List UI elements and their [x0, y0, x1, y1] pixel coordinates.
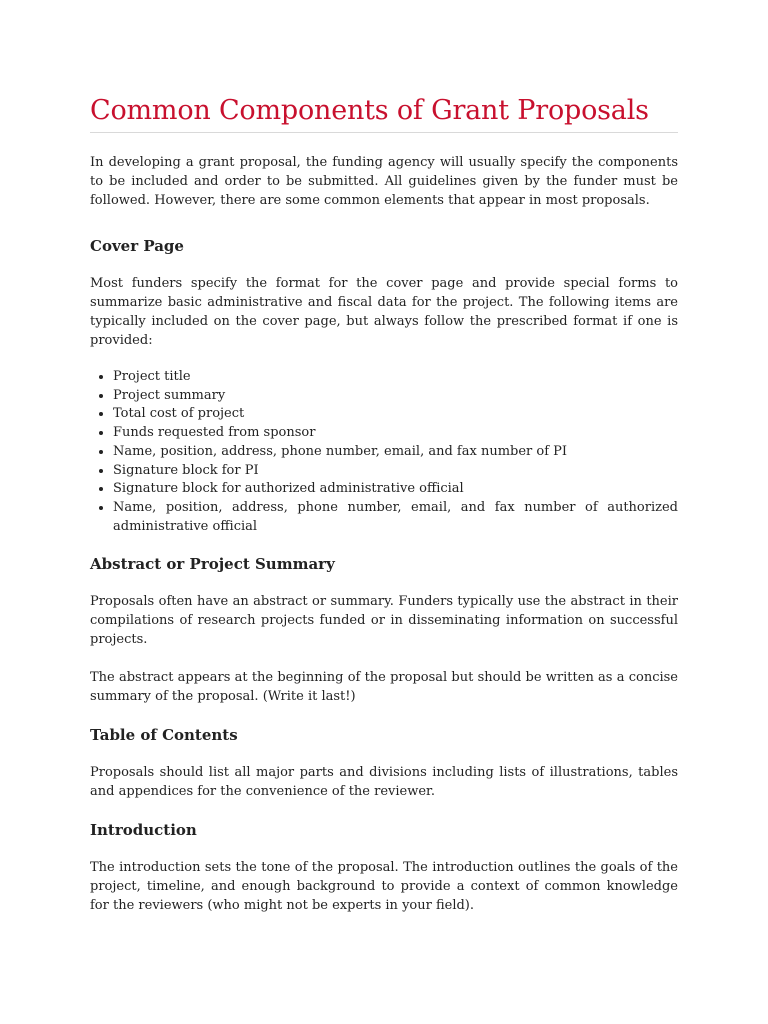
cover-page-list	[90, 368, 678, 536]
abstract-paragraph-2: The abstract appears at the beginning of the proposal but should be written as a concise summary of the proposal. (Write it last!)	[90, 670, 678, 705]
table-of-contents-paragraph: Proposals should list all major parts and divisions including lists of illustrations, tables and appendices for the convenience of the reviewer.	[90, 765, 678, 800]
list-item: • Name, position, address, phone number, email, and fax number of PI	[113, 443, 678, 462]
intro-paragraph: In developing a grant proposal, the funding agency will usually specify the components to be included and order to be submitted. All guidelines given by the funder must be followed. However, there are some common elements that appear in most proposals.	[90, 155, 678, 208]
list-item: • Signature block for PI	[113, 462, 678, 481]
table-of-contents-heading: Table of Contents	[90, 726, 238, 745]
introduction-paragraph: The introduction sets the tone of the proposal. The introduction outlines the goals of the project, timeline, and enough background to provide a context of common knowledge for the reviewers (who might not be experts in your field).	[90, 860, 678, 914]
cover-page-heading: Cover Page	[90, 237, 184, 255]
list-item: • Project title	[113, 368, 678, 387]
list-item: • Name, position, address, phone number, email, and fax number of authorized administrative official	[113, 499, 678, 536]
list-item: • Signature block for authorized administrative official	[113, 480, 678, 499]
abstract-paragraph-1: Proposals often have an abstract or summary. Funders typically use the abstract in their compilations of research projects funded or in disseminating information on successful projects.	[90, 594, 678, 648]
list-item: • Total cost of project	[113, 405, 678, 424]
list-item: • Project summary	[113, 387, 678, 406]
abstract-heading: Abstract or Project Summary	[90, 555, 335, 574]
introduction-heading: Introduction	[90, 821, 197, 840]
cover-page-paragraph: Most funders specify the format for the cover page and provide special forms to summarize basic administrative and fiscal data for the project. The following items are typically included on the cover page, but always follow the prescribed format if one is provided:	[90, 276, 678, 348]
list-item: • Funds requested from sponsor	[113, 424, 678, 443]
document-page	[90, 92, 678, 915]
page-title: Common Components of Grant Proposals	[90, 92, 678, 133]
